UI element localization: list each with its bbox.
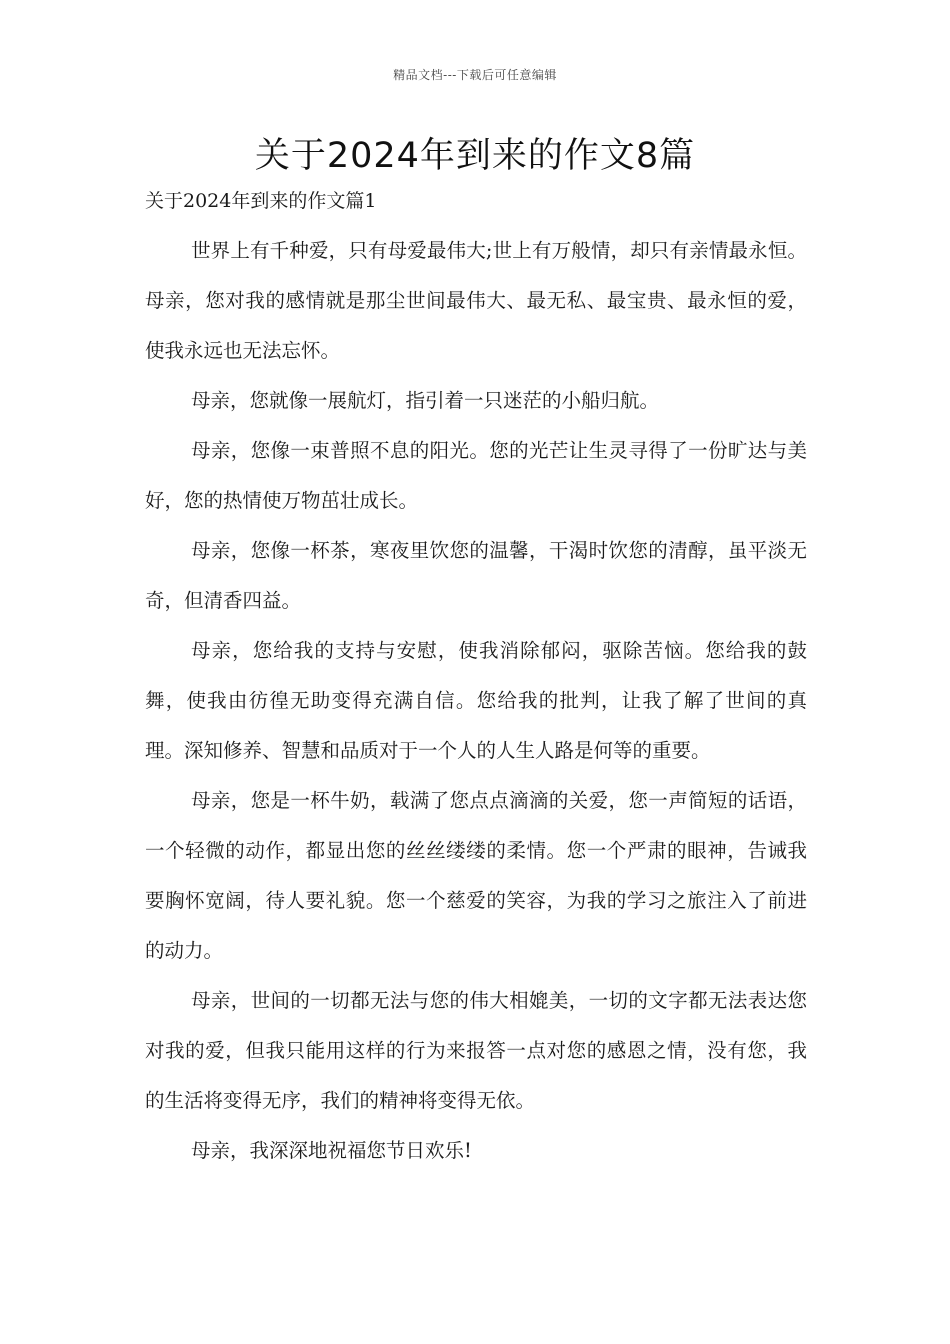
- document-title: 关于2024年到来的作文8篇: [254, 136, 696, 176]
- paragraph-6: 母亲，您是一杯牛奶，载满了您点点滴滴的关爱，您一声简短的话语，一个轻微的动作，都显出您的丝丝缕缕的柔情。您一个严肃的眼神，告诫我要胸怀宽阔，待人要礼貌。您一个慈爱的笑容，为我的学习之旅注入了前进的动力。: [145, 789, 807, 962]
- paragraph-5: 母亲，您给我的支持与安慰，使我消除郁闷，驱除苦恼。您给我的鼓舞，使我由彷徨无助变得充满自信。您给我的批判，让我了解了世间的真理。深知修养、智慧和品质对于一个人的人生人路是何等的重要。: [145, 639, 807, 762]
- paragraph-3: 母亲，您像一束普照不息的阳光。您的光芒让生灵寻得了一份旷达与美好，您的热情使万物茁壮成长。: [145, 439, 807, 512]
- paragraph-4: 母亲，您像一杯茶，寒夜里饮您的温馨，干渴时饮您的清醇，虽平淡无奇，但清香四益。: [145, 539, 807, 612]
- document-body: [145, 226, 807, 1176]
- paragraph-8: 母亲，我深深地祝福您节日欢乐!: [191, 1139, 472, 1162]
- paragraph-2: 母亲，您就像一展航灯，指引着一只迷茫的小船归航。: [191, 389, 660, 412]
- section-heading: 关于2024年到来的作文篇1: [145, 190, 377, 212]
- paragraph-7: 母亲，世间的一切都无法与您的伟大相媲美，一切的文字都无法表达您对我的爱，但我只能用这样的行为来报答一点对您的感恩之情，没有您，我的生活将变得无序，我们的精神将变得无依。: [145, 989, 807, 1112]
- paragraph-1: 世界上有千种爱，只有母爱最伟大;世上有万般情，却只有亲情最永恒。母亲，您对我的感情就是那尘世间最伟大、最无私、最宝贵、最永恒的爱，使我永远也无法忘怀。: [145, 239, 807, 362]
- header-note: 精品文档---下载后可任意编辑: [393, 68, 557, 82]
